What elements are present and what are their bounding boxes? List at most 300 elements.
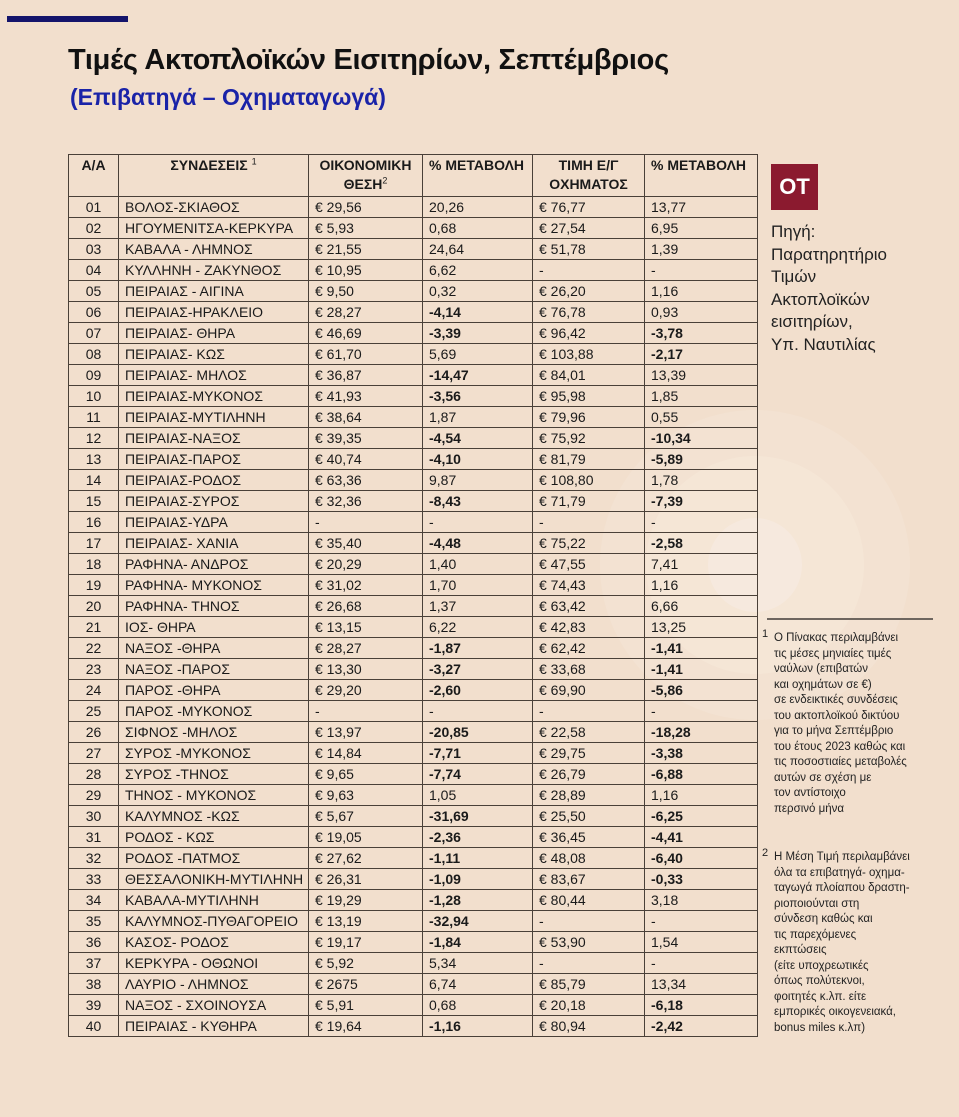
cell-economy-change: -2,60 — [423, 680, 533, 701]
table-row — [69, 722, 758, 743]
footnote-line: όλα τα επιβατηγά- οχημα- — [774, 866, 905, 879]
cell-economy-price: € 13,15 — [309, 617, 423, 638]
cell-vehicle-price: € 25,50 — [533, 806, 645, 827]
table-row — [69, 470, 758, 491]
footnote-line: bonus miles κ.λπ) — [774, 1021, 866, 1034]
cell-vehicle-price: € 95,98 — [533, 386, 645, 407]
cell-vehicle-price: - — [533, 512, 645, 533]
footnote-line: τον αντίστοιχο — [774, 787, 846, 799]
cell-route: ΠΕΙΡΑΙΑΣ - ΑΙΓΙΝΑ — [119, 281, 309, 302]
cell-aa: 11 — [69, 407, 119, 428]
table-row — [69, 428, 758, 449]
cell-economy-price: € 13,30 — [309, 659, 423, 680]
cell-economy-price: € 2675 — [309, 974, 423, 995]
cell-economy-price: € 13,19 — [309, 911, 423, 932]
cell-economy-change: 1,05 — [423, 785, 533, 806]
cell-vehicle-change: 1,78 — [645, 470, 758, 491]
cell-economy-change: -4,54 — [423, 428, 533, 449]
table-row — [69, 743, 758, 764]
cell-vehicle-price: - — [533, 953, 645, 974]
cell-economy-price: € 38,64 — [309, 407, 423, 428]
cell-vehicle-price: € 22,58 — [533, 722, 645, 743]
cell-economy-price: € 63,36 — [309, 470, 423, 491]
cell-economy-change: -14,47 — [423, 365, 533, 386]
cell-aa: 18 — [69, 554, 119, 575]
cell-economy-price: € 29,56 — [309, 197, 423, 218]
cell-aa: 27 — [69, 743, 119, 764]
cell-economy-price: € 35,40 — [309, 533, 423, 554]
cell-economy-price: € 32,36 — [309, 491, 423, 512]
cell-route: ΡΑΦΗΝΑ- ΜΥΚΟΝΟΣ — [119, 575, 309, 596]
cell-aa: 28 — [69, 764, 119, 785]
table-row — [69, 680, 758, 701]
cell-vehicle-price: € 71,79 — [533, 491, 645, 512]
cell-route: ΚΥΛΛΗΝΗ - ΖΑΚΥΝΘΟΣ — [119, 260, 309, 281]
cell-aa: 01 — [69, 197, 119, 218]
cell-economy-price: € 27,62 — [309, 848, 423, 869]
cell-vehicle-change: -10,34 — [645, 428, 758, 449]
cell-economy-change: -1,11 — [423, 848, 533, 869]
footnote-line: περσινό μήνα — [774, 802, 845, 815]
cell-route: ΡΟΔΟΣ - ΚΩΣ — [119, 827, 309, 848]
cell-economy-price: € 41,93 — [309, 386, 423, 407]
cell-economy-price: € 19,05 — [309, 827, 423, 848]
source-line: εισιτηρίων, — [771, 312, 853, 331]
table-row — [69, 407, 758, 428]
cell-vehicle-price: € 108,80 — [533, 470, 645, 491]
cell-aa: 39 — [69, 995, 119, 1016]
source-line: Ακτοπλοϊκών — [771, 289, 870, 309]
cell-vehicle-change: 0,55 — [645, 407, 758, 428]
cell-economy-price: € 19,29 — [309, 890, 423, 911]
cell-aa: 19 — [69, 575, 119, 596]
cell-aa: 37 — [69, 953, 119, 974]
cell-vehicle-change: 1,16 — [645, 575, 758, 596]
table-row — [69, 491, 758, 512]
cell-aa: 14 — [69, 470, 119, 491]
cell-aa: 06 — [69, 302, 119, 323]
cell-aa: 23 — [69, 659, 119, 680]
cell-economy-change: -1,16 — [423, 1016, 533, 1037]
footnote-line: ναύλων (επιβατών — [774, 663, 869, 675]
footnote-line: αυτών σε σχέση με — [774, 771, 872, 784]
cell-vehicle-change: -6,40 — [645, 848, 758, 869]
cell-route: ΠΕΙΡΑΙΑΣ-ΠΑΡΟΣ — [119, 449, 309, 470]
table-row — [69, 281, 758, 302]
cell-economy-price: - — [309, 512, 423, 533]
cell-vehicle-change: 13,39 — [645, 365, 758, 386]
cell-economy-change: -2,36 — [423, 827, 533, 848]
cell-route: ΠΕΙΡΑΙΑΣ- ΜΗΛΟΣ — [119, 365, 309, 386]
cell-vehicle-price: € 63,42 — [533, 596, 645, 617]
table-row — [69, 701, 758, 722]
cell-vehicle-change: 1,85 — [645, 386, 758, 407]
table-row — [69, 806, 758, 827]
cell-route: ΠΕΙΡΑΙΑΣ-ΥΔΡΑ — [119, 512, 309, 533]
cell-economy-price: € 14,84 — [309, 743, 423, 764]
cell-route: ΠΕΙΡΑΙΑΣ-ΣΥΡΟΣ — [119, 491, 309, 512]
cell-route: ΒΟΛΟΣ-ΣΚΙΑΘΟΣ — [119, 197, 309, 218]
cell-route: ΚΑΣΟΣ- ΡΟΔΟΣ — [119, 932, 309, 953]
footnote-1 — [762, 628, 959, 817]
cell-vehicle-price: € 76,77 — [533, 197, 645, 218]
cell-economy-price: - — [309, 701, 423, 722]
footnote-line: εκπτώσεις — [774, 944, 827, 956]
cell-vehicle-change: 1,39 — [645, 239, 758, 260]
footnote-line: όπως πολύτεκνοι, — [774, 975, 865, 987]
cell-vehicle-change: -2,17 — [645, 344, 758, 365]
cell-economy-price: € 28,27 — [309, 302, 423, 323]
table-row — [69, 197, 758, 218]
cell-economy-price: € 40,74 — [309, 449, 423, 470]
cell-aa: 25 — [69, 701, 119, 722]
cell-route: ΡΑΦΗΝΑ- ΑΝΔΡΟΣ — [119, 554, 309, 575]
cell-vehicle-change: -5,86 — [645, 680, 758, 701]
footnote-line: σύνδεση καθώς και — [774, 913, 873, 925]
table-row — [69, 386, 758, 407]
footnote-line: σε ενδεικτικές συνδέσεις — [774, 694, 898, 706]
source-line: Υπ. Ναυτιλίας — [771, 334, 876, 354]
prices-table — [68, 154, 758, 1037]
cell-vehicle-price: € 26,79 — [533, 764, 645, 785]
source-line: Πηγή: — [771, 222, 816, 241]
cell-economy-price: € 5,92 — [309, 953, 423, 974]
cell-aa: 32 — [69, 848, 119, 869]
cell-economy-price: € 31,02 — [309, 575, 423, 596]
table-row — [69, 239, 758, 260]
cell-route: ΠΕΙΡΑΙΑΣ - ΚΥΘΗΡΑ — [119, 1016, 309, 1037]
cell-vehicle-change: -18,28 — [645, 722, 758, 743]
cell-economy-change: 20,26 — [423, 197, 533, 218]
cell-vehicle-change: -3,38 — [645, 743, 758, 764]
cell-vehicle-change: - — [645, 953, 758, 974]
cell-economy-price: € 19,64 — [309, 1016, 423, 1037]
source-line: Τιμών — [771, 267, 817, 286]
cell-route: ΚΑΛΥΜΝΟΣ-ΠΥΘΑΓΟΡΕΙΟ — [119, 911, 309, 932]
cell-route: ΚΑΒΑΛΑ - ΛΗΜΝΟΣ — [119, 239, 309, 260]
cell-vehicle-price: € 74,43 — [533, 575, 645, 596]
cell-economy-price: € 36,87 — [309, 365, 423, 386]
cell-route: ΣΥΡΟΣ -ΜΥΚΟΝΟΣ — [119, 743, 309, 764]
cell-vehicle-change: 1,16 — [645, 281, 758, 302]
cell-aa: 30 — [69, 806, 119, 827]
cell-aa: 34 — [69, 890, 119, 911]
cell-vehicle-price: € 81,79 — [533, 449, 645, 470]
cell-vehicle-price: € 62,42 — [533, 638, 645, 659]
table-row — [69, 449, 758, 470]
cell-route: ΠΕΙΡΑΙΑΣ-ΜΥΤΙΛΗΝΗ — [119, 407, 309, 428]
cell-aa: 10 — [69, 386, 119, 407]
cell-vehicle-change: -1,41 — [645, 659, 758, 680]
cell-route: ΙΟΣ- ΘΗΡΑ — [119, 617, 309, 638]
cell-aa: 31 — [69, 827, 119, 848]
cell-economy-change: 6,22 — [423, 617, 533, 638]
ot-logo: ΟΤ — [771, 164, 818, 210]
cell-economy-change: 1,37 — [423, 596, 533, 617]
cell-aa: 22 — [69, 638, 119, 659]
footnote-line: και οχημάτων σε €) — [774, 678, 872, 691]
table-row — [69, 638, 758, 659]
cell-vehicle-price: € 103,88 — [533, 344, 645, 365]
page-subtitle: (Επιβατηγά – Οχηματαγωγά) — [70, 84, 386, 110]
table-row — [69, 974, 758, 995]
col-header-vehicle-change: % ΜΕΤΑΒΟΛΗ — [645, 155, 758, 197]
cell-economy-price: € 61,70 — [309, 344, 423, 365]
cell-aa: 05 — [69, 281, 119, 302]
cell-route: ΝΑΞΟΣ -ΘΗΡΑ — [119, 638, 309, 659]
table-row — [69, 302, 758, 323]
cell-vehicle-change: -6,88 — [645, 764, 758, 785]
cell-economy-change: - — [423, 701, 533, 722]
cell-economy-price: € 39,35 — [309, 428, 423, 449]
cell-economy-change: 9,87 — [423, 470, 533, 491]
cell-economy-change: - — [423, 512, 533, 533]
table-row — [69, 764, 758, 785]
cell-vehicle-price: € 42,83 — [533, 617, 645, 638]
footnote-line: ταγωγά πλοίαπου δραστη- — [774, 882, 910, 894]
table-row — [69, 512, 758, 533]
cell-route: ΡΟΔΟΣ -ΠΑΤΜΟΣ — [119, 848, 309, 869]
footnote-line: τις παρεχόμενες — [774, 928, 857, 941]
cell-aa: 36 — [69, 932, 119, 953]
cell-vehicle-change: - — [645, 512, 758, 533]
table-row — [69, 575, 758, 596]
cell-economy-change: 24,64 — [423, 239, 533, 260]
cell-vehicle-change: 7,41 — [645, 554, 758, 575]
cell-economy-price: € 13,97 — [309, 722, 423, 743]
cell-aa: 02 — [69, 218, 119, 239]
table-row — [69, 365, 758, 386]
cell-vehicle-price: € 36,45 — [533, 827, 645, 848]
cell-economy-price: € 5,67 — [309, 806, 423, 827]
cell-vehicle-price: € 76,78 — [533, 302, 645, 323]
cell-aa: 09 — [69, 365, 119, 386]
cell-vehicle-change: 6,66 — [645, 596, 758, 617]
cell-route: ΚΑΛΥΜΝΟΣ -ΚΩΣ — [119, 806, 309, 827]
cell-vehicle-price: € 79,96 — [533, 407, 645, 428]
cell-route: ΚΕΡΚΥΡΑ - ΟΘΩΝΟΙ — [119, 953, 309, 974]
cell-economy-change: 0,32 — [423, 281, 533, 302]
cell-route: ΛΑΥΡΙΟ - ΛΗΜΝΟΣ — [119, 974, 309, 995]
cell-vehicle-change: - — [645, 260, 758, 281]
cell-economy-price: € 29,20 — [309, 680, 423, 701]
cell-vehicle-price: € 80,44 — [533, 890, 645, 911]
cell-economy-change: 5,69 — [423, 344, 533, 365]
table-row — [69, 260, 758, 281]
cell-vehicle-price: € 53,90 — [533, 932, 645, 953]
cell-vehicle-change: 0,93 — [645, 302, 758, 323]
footnote-mark: 2 — [762, 847, 769, 859]
table-row — [69, 953, 758, 974]
cell-economy-price: € 5,91 — [309, 995, 423, 1016]
footnote-2 — [762, 847, 959, 1036]
cell-vehicle-change: -3,78 — [645, 323, 758, 344]
footnote-line: του ακτοπλοϊκού δικτύου — [774, 709, 900, 722]
cell-economy-change: -1,09 — [423, 869, 533, 890]
cell-route: ΡΑΦΗΝΑ- ΤΗΝΟΣ — [119, 596, 309, 617]
cell-aa: 16 — [69, 512, 119, 533]
cell-aa: 03 — [69, 239, 119, 260]
cell-economy-price: € 28,27 — [309, 638, 423, 659]
cell-aa: 13 — [69, 449, 119, 470]
cell-economy-change: 1,70 — [423, 575, 533, 596]
cell-economy-change: 6,74 — [423, 974, 533, 995]
cell-economy-price: € 9,50 — [309, 281, 423, 302]
cell-economy-change: -32,94 — [423, 911, 533, 932]
cell-route: ΠΑΡΟΣ -ΘΗΡΑ — [119, 680, 309, 701]
cell-economy-change: -4,48 — [423, 533, 533, 554]
cell-economy-change: -3,39 — [423, 323, 533, 344]
cell-vehicle-price: € 20,18 — [533, 995, 645, 1016]
cell-vehicle-change: -4,41 — [645, 827, 758, 848]
cell-economy-price: € 19,17 — [309, 932, 423, 953]
cell-route: ΠΕΙΡΑΙΑΣ- ΧΑΝΙΑ — [119, 533, 309, 554]
cell-vehicle-change: 13,77 — [645, 197, 758, 218]
cell-vehicle-change: -0,33 — [645, 869, 758, 890]
table-row — [69, 533, 758, 554]
cell-route: ΠΕΙΡΑΙΑΣ-ΝΑΞΟΣ — [119, 428, 309, 449]
footnote-line: εμπορικές οικογενειακά, — [774, 1006, 896, 1018]
cell-route: ΝΑΞΟΣ - ΣΧΟΙΝΟΥΣΑ — [119, 995, 309, 1016]
cell-aa: 26 — [69, 722, 119, 743]
cell-economy-price: € 26,31 — [309, 869, 423, 890]
cell-vehicle-price: € 33,68 — [533, 659, 645, 680]
table-row — [69, 890, 758, 911]
cell-economy-change: 0,68 — [423, 218, 533, 239]
cell-vehicle-price: € 48,08 — [533, 848, 645, 869]
cell-route: ΠΕΙΡΑΙΑΣ- ΘΗΡΑ — [119, 323, 309, 344]
cell-route: ΗΓΟΥΜΕΝΙΤΣΑ-ΚΕΡΚΥΡΑ — [119, 218, 309, 239]
cell-vehicle-price: € 26,20 — [533, 281, 645, 302]
cell-aa: 15 — [69, 491, 119, 512]
cell-route: ΝΑΞΟΣ -ΠΑΡΟΣ — [119, 659, 309, 680]
cell-economy-change: 1,40 — [423, 554, 533, 575]
cell-economy-change: 1,87 — [423, 407, 533, 428]
cell-aa: 35 — [69, 911, 119, 932]
cell-economy-change: -4,10 — [423, 449, 533, 470]
cell-economy-change: 0,68 — [423, 995, 533, 1016]
table-header-row — [69, 155, 758, 197]
cell-aa: 33 — [69, 869, 119, 890]
cell-route: ΠΕΙΡΑΙΑΣ- ΚΩΣ — [119, 344, 309, 365]
cell-economy-change: -1,28 — [423, 890, 533, 911]
source-note — [771, 221, 887, 356]
table-row — [69, 869, 758, 890]
table-row — [69, 554, 758, 575]
footnote-line: τις ποσοστιαίες μεταβολές — [774, 756, 907, 768]
footnote-line: για το μήνα Σεπτέμβριο — [774, 725, 894, 737]
cell-vehicle-price: € 27,54 — [533, 218, 645, 239]
table-row — [69, 659, 758, 680]
cell-vehicle-change: -2,58 — [645, 533, 758, 554]
cell-aa: 40 — [69, 1016, 119, 1037]
cell-aa: 29 — [69, 785, 119, 806]
cell-aa: 04 — [69, 260, 119, 281]
cell-economy-change: 6,62 — [423, 260, 533, 281]
cell-economy-change: -8,43 — [423, 491, 533, 512]
cell-vehicle-change: 6,95 — [645, 218, 758, 239]
accent-bar — [7, 16, 128, 22]
footnote-ref-2: 2 — [382, 175, 388, 186]
table-row — [69, 617, 758, 638]
cell-vehicle-change: -5,89 — [645, 449, 758, 470]
table-row — [69, 218, 758, 239]
cell-route: ΠΕΙΡΑΙΑΣ-ΗΡΑΚΛΕΙΟ — [119, 302, 309, 323]
cell-economy-price: € 5,93 — [309, 218, 423, 239]
cell-vehicle-change: 1,16 — [645, 785, 758, 806]
footnote-line: (είτε υποχρεωτικές — [774, 959, 869, 972]
cell-vehicle-price: - — [533, 911, 645, 932]
cell-vehicle-change: - — [645, 911, 758, 932]
cell-vehicle-price: € 83,67 — [533, 869, 645, 890]
col-header-vehicle: ΤΙΜΗ Ε/Γ ΟΧΗΜΑΤΟΣ — [533, 155, 645, 197]
cell-economy-price: € 26,68 — [309, 596, 423, 617]
cell-economy-change: -7,71 — [423, 743, 533, 764]
cell-vehicle-price: € 75,92 — [533, 428, 645, 449]
cell-vehicle-change: -7,39 — [645, 491, 758, 512]
table-row — [69, 1016, 758, 1037]
cell-vehicle-price: € 85,79 — [533, 974, 645, 995]
cell-route: ΣΙΦΝΟΣ -ΜΗΛΟΣ — [119, 722, 309, 743]
footnote-line: Ο Πίνακας περιλαμβάνει — [774, 632, 899, 644]
cell-vehicle-price: - — [533, 260, 645, 281]
cell-aa: 17 — [69, 533, 119, 554]
table-row — [69, 596, 758, 617]
footnote-mark: 1 — [762, 628, 769, 640]
cell-economy-change: -7,74 — [423, 764, 533, 785]
footnote-ref-1: 1 — [251, 156, 257, 167]
table-row — [69, 995, 758, 1016]
cell-vehicle-change: -1,41 — [645, 638, 758, 659]
cell-vehicle-price: € 29,75 — [533, 743, 645, 764]
cell-vehicle-price: € 69,90 — [533, 680, 645, 701]
cell-economy-change: -4,14 — [423, 302, 533, 323]
cell-economy-price: € 9,65 — [309, 764, 423, 785]
cell-vehicle-price: - — [533, 701, 645, 722]
cell-vehicle-price: € 51,78 — [533, 239, 645, 260]
footnote-line: Η Μέση Τιμή περιλαμβάνει — [774, 851, 910, 863]
table-row — [69, 785, 758, 806]
page-title: Τιμές Ακτοπλοϊκών Εισιτηρίων, Σεπτέμβριος — [68, 44, 669, 76]
cell-aa: 08 — [69, 344, 119, 365]
cell-vehicle-change: -6,25 — [645, 806, 758, 827]
footnote-line: φοιτητές κ.λπ. είτε — [774, 990, 867, 1003]
cell-route: ΠΑΡΟΣ -ΜΥΚΟΝΟΣ — [119, 701, 309, 722]
footnote-line: ριοποιούνται στη — [774, 897, 860, 910]
cell-aa: 38 — [69, 974, 119, 995]
cell-vehicle-change: 1,54 — [645, 932, 758, 953]
cell-aa: 12 — [69, 428, 119, 449]
table-row — [69, 848, 758, 869]
cell-vehicle-price: € 28,89 — [533, 785, 645, 806]
cell-economy-change: 5,34 — [423, 953, 533, 974]
cell-vehicle-change: - — [645, 701, 758, 722]
cell-economy-price: € 10,95 — [309, 260, 423, 281]
footnote-line: τις μέσες μηνιαίες τιμές — [774, 647, 892, 660]
table-row — [69, 827, 758, 848]
table-row — [69, 932, 758, 953]
cell-economy-change: -31,69 — [423, 806, 533, 827]
cell-economy-price: € 20,29 — [309, 554, 423, 575]
cell-vehicle-price: € 47,55 — [533, 554, 645, 575]
cell-economy-price: € 21,55 — [309, 239, 423, 260]
source-line: Παρατηρητήριο — [771, 244, 887, 264]
cell-route: ΠΕΙΡΑΙΑΣ-ΡΟΔΟΣ — [119, 470, 309, 491]
col-header-economy-change: % ΜΕΤΑΒΟΛΗ — [423, 155, 533, 197]
cell-vehicle-change: -2,42 — [645, 1016, 758, 1037]
cell-vehicle-price: € 75,22 — [533, 533, 645, 554]
cell-economy-price: € 9,63 — [309, 785, 423, 806]
